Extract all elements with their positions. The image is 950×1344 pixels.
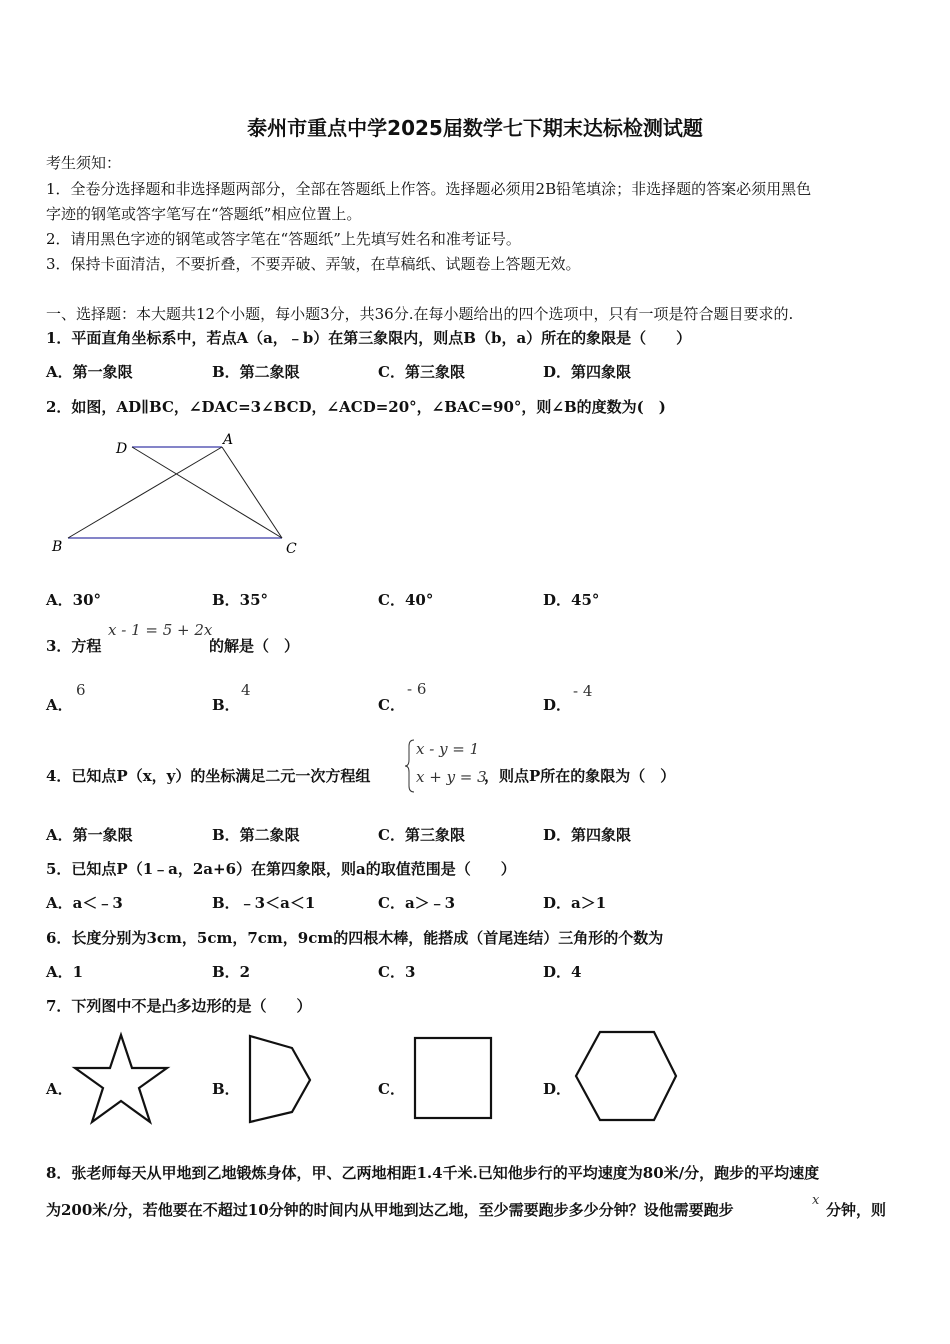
segment-ac [222,447,282,538]
q7-option-b-label: B． [212,1080,240,1098]
q3-option-b-value: 4 [241,681,251,699]
q1-option-b: B．第二象限 [212,363,300,381]
segment-ba [68,447,222,538]
q6-option-a: A．1 [46,963,84,981]
q5-option-a: A．a＜﹣3 [46,894,123,912]
question-7-stem: 7．下列图中不是凸多边形的是（ ） [46,997,312,1015]
q3-option-b-label: B． [212,696,240,714]
q4-equation-1: x - y = 1 [416,740,480,758]
notice-heading: 考生须知： [46,154,122,172]
q7-pentagon-shape [240,1030,320,1128]
q6-option-c: C．3 [378,963,416,981]
page-title: 泰州市重点中学2025届数学七下期末达标检测试题 [247,116,703,140]
q7-option-c-label: C． [378,1080,405,1098]
q7-star-shape [70,1030,172,1128]
notice-item: 3．保持卡面清洁，不要折叠，不要弄破、弄皱，在草稿纸、试题卷上答题无效。 [46,255,581,273]
q3-option-c-label: C． [378,696,405,714]
q7-option-a-label: A． [46,1080,73,1098]
question-8-line-2-pre: 为200米/分，若他要在不超过10分钟的时间内从甲地到达乙地，至少需要跑步多少分钟？设他需要跑步 [46,1201,734,1219]
q5-option-c: C．a＞﹣3 [378,894,456,912]
q6-option-b: B．2 [212,963,251,981]
q2-option-b: B．35° [212,591,269,609]
q4-option-a: A．第一象限 [46,826,133,844]
question-8-line-2-post: 分钟，则 [826,1201,887,1219]
q1-option-c: C．第三象限 [378,363,465,381]
q8-variable: x [812,1193,820,1208]
q2-option-a: A．30° [46,591,102,609]
q5-option-b: B．﹣3＜a＜1 [212,894,316,912]
q4-equation-2: x + y = 3 [416,768,487,786]
q3-option-d-value: - 4 [573,682,593,700]
label-d: D [116,441,128,457]
question-8-line-1: 8．张老师每天从甲地到乙地锻炼身体，甲、乙两地相距1.4千米.已知他步行的平均速度为80米/分，跑步的平均速度 [46,1164,820,1182]
question-5-stem: 5．已知点P（1﹣a，2a+6）在第四象限，则a的取值范围是（ ） [46,860,516,878]
question-4-stem-post: ，则点P所在的象限为（ ） [484,767,676,785]
question-3-stem-post: 的解是（ ） [209,637,300,655]
label-c: C [286,541,297,557]
q7-option-d-label: D． [543,1080,572,1098]
q5-option-d: D．a＞1 [543,894,607,912]
question-2-stem: 2．如图，AD∥BC，∠DAC=3∠BCD，∠ACD=20°，∠BAC=90°，则∠B的度数为( ) [46,398,666,416]
segment-dc [132,447,282,538]
q1-option-d: D．第四象限 [543,363,632,381]
question-4-stem-pre: 4．已知点P（x，y）的坐标满足二元一次方程组 [46,767,371,785]
q6-option-d: D．4 [543,963,582,981]
question-3-stem-pre: 3．方程 [46,637,102,655]
q3-option-d-label: D． [543,696,572,714]
label-b: B [52,539,63,555]
q2-geometry-figure [46,425,316,560]
question-1-stem: 1．平面直角坐标系中，若点A（a，﹣b）在第三象限内，则点B（b，a）所在的象限是（ ） [46,329,692,347]
q4-option-c: C．第三象限 [378,826,465,844]
notice-item: 字迹的钢笔或答字笔写在“答题纸”相应位置上。 [46,205,362,223]
notice-item: 2．请用黑色字迹的钢笔或答字笔在“答题纸”上先填写姓名和准考证号。 [46,230,521,248]
q4-option-b: B．第二象限 [212,826,300,844]
q1-option-a: A．第一象限 [46,363,133,381]
q2-option-c: C．40° [378,591,434,609]
q7-square-shape [405,1030,500,1125]
q7-hexagon-shape [568,1026,686,1126]
q4-system-brace [404,738,416,794]
q3-option-a-label: A． [46,696,73,714]
notice-item: 1．全卷分选择题和非选择题两部分，全部在答题纸上作答。选择题必须用2B铅笔填涂；非选择题的答案必须用黑色 [46,180,812,198]
q3-option-c-value: - 6 [407,680,427,698]
q3-option-a-value: 6 [76,681,86,699]
q2-option-d: D．45° [543,591,600,609]
q3-equation: x - 1 = 5 + 2x [108,621,213,639]
question-6-stem: 6．长度分别为3cm，5cm，7cm，9cm的四根木棒，能搭成（首尾连结）三角形的个数为 [46,929,664,947]
q4-option-d: D．第四象限 [543,826,632,844]
label-a: A [223,432,234,448]
section-heading: 一、选择题：本大题共12个小题，每小题3分，共36分.在每小题给出的四个选项中，只有一项是符合题目要求的. [46,305,794,323]
